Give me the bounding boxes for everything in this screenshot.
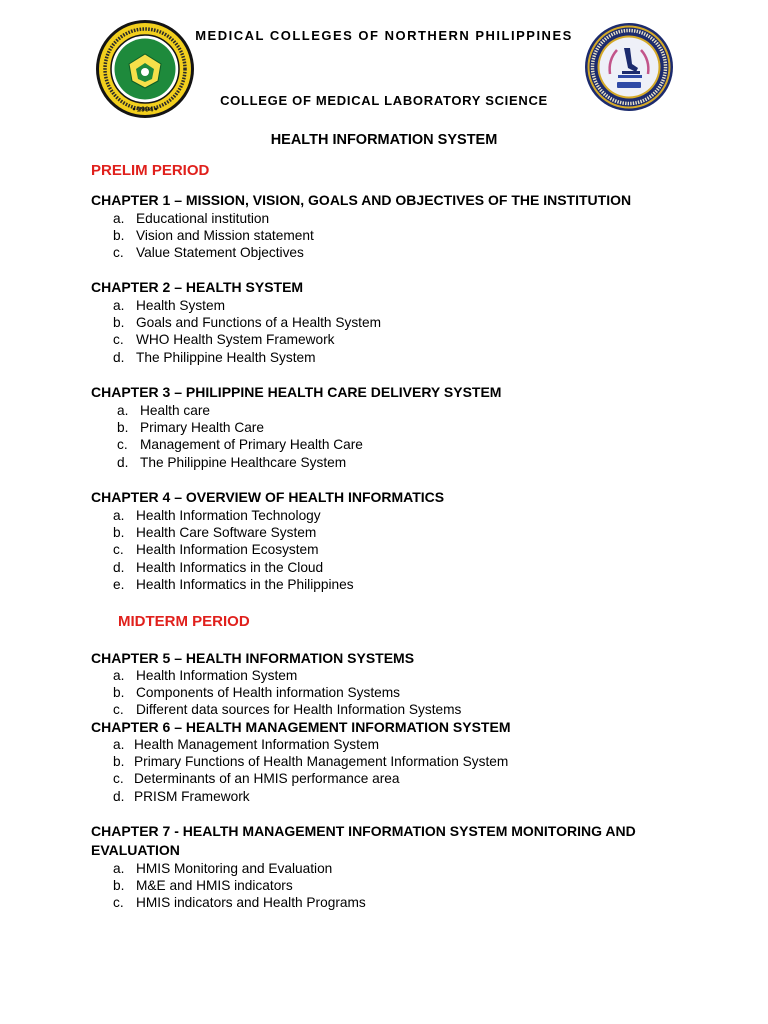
item-marker: a. <box>117 403 129 418</box>
list-item <box>113 753 681 770</box>
item-marker: d. <box>113 788 125 804</box>
item-text: Goals and Functions of a Health System <box>136 315 381 331</box>
list-item <box>117 436 681 453</box>
course-title: HEALTH INFORMATION SYSTEM <box>270 132 498 148</box>
list-item <box>113 297 681 314</box>
item-marker: d. <box>117 454 129 470</box>
topic-list <box>91 736 681 805</box>
item-marker: a. <box>113 298 125 313</box>
topic-list <box>91 667 681 719</box>
item-text: Value Statement Objectives <box>136 245 304 261</box>
topic-list <box>91 297 681 366</box>
list-item <box>113 788 681 805</box>
chapter-1 <box>91 191 681 262</box>
item-marker: c. <box>113 332 124 348</box>
logo-year: 1994 <box>136 104 154 114</box>
item-marker: b. <box>113 878 125 894</box>
item-text: Health Informatics in the Philippines <box>136 576 354 592</box>
list-item <box>113 736 681 753</box>
chapter-4 <box>91 488 681 593</box>
item-marker: e. <box>113 576 125 592</box>
item-text: Health Management Information System <box>134 737 379 752</box>
item-text: WHO Health System Framework <box>136 332 335 348</box>
list-item <box>113 331 681 348</box>
item-text: Components of Health information Systems <box>136 685 400 701</box>
item-marker: a. <box>113 668 125 683</box>
topic-list <box>91 507 681 593</box>
item-marker: c. <box>113 542 124 558</box>
item-text: Educational institution <box>136 211 270 226</box>
list-item <box>113 576 681 593</box>
list-item <box>113 314 681 331</box>
item-marker: b. <box>113 754 125 770</box>
list-item <box>117 419 681 436</box>
item-marker: c. <box>113 895 124 911</box>
item-marker: a. <box>113 508 125 523</box>
college-name: COLLEGE OF MEDICAL LABORATORY SCIENCE <box>220 93 548 108</box>
item-text: Management of Primary Health Care <box>140 437 363 453</box>
item-marker: b. <box>113 315 125 331</box>
item-text: Health Information System <box>136 668 298 683</box>
chapter-7 <box>91 822 681 912</box>
institution-name: MEDICAL COLLEGES OF NORTHERN PHILIPPINES <box>195 28 573 43</box>
list-item <box>113 701 681 718</box>
chapter-title: CHAPTER 2 – HEALTH SYSTEM <box>91 279 304 295</box>
item-marker: c. <box>113 771 124 787</box>
item-text: Health Care Software System <box>136 525 317 541</box>
list-item <box>113 227 681 244</box>
item-marker: b. <box>113 228 125 244</box>
chapter-title: CHAPTER 3 – PHILIPPINE HEALTH CARE DELIVERY SYSTEM <box>91 384 502 400</box>
item-marker: d. <box>113 559 125 575</box>
topic-list <box>91 402 681 471</box>
list-item <box>113 541 681 558</box>
list-item <box>113 667 681 684</box>
item-text: Vision and Mission statement <box>136 228 314 244</box>
list-item <box>113 507 681 524</box>
item-marker: b. <box>117 420 129 436</box>
list-item <box>113 349 681 366</box>
item-marker: b. <box>113 685 125 701</box>
item-text: Primary Health Care <box>140 420 264 436</box>
list-item <box>113 860 681 877</box>
item-text: HMIS indicators and Health Programs <box>136 895 366 911</box>
item-text: Health Information Technology <box>136 508 321 523</box>
item-text: Determinants of an HMIS performance area <box>134 771 400 787</box>
item-text: PRISM Framework <box>134 788 250 804</box>
list-item <box>117 402 681 419</box>
item-text: M&E and HMIS indicators <box>136 878 293 894</box>
list-item <box>113 524 681 541</box>
period-label-midterm: MIDTERM PERIOD <box>118 613 250 630</box>
chapter-title: CHAPTER 1 – MISSION, VISION, GOALS AND OBJECTIVES OF THE INSTITUTION <box>91 192 632 208</box>
item-marker: c. <box>117 437 128 453</box>
item-marker: a. <box>113 211 125 226</box>
item-marker: c. <box>113 245 124 261</box>
item-text: Health care <box>140 403 210 418</box>
chapter-2 <box>91 278 681 366</box>
list-item <box>113 770 681 787</box>
item-marker: d. <box>113 349 125 365</box>
item-text: HMIS Monitoring and Evaluation <box>136 861 333 876</box>
list-item <box>113 244 681 261</box>
period-label-prelim: PRELIM PERIOD <box>91 162 210 179</box>
topic-list <box>91 210 681 262</box>
list-item <box>113 894 681 911</box>
chapter-title: CHAPTER 4 – OVERVIEW OF HEALTH INFORMATICS <box>91 489 445 505</box>
chapter-title: CHAPTER 6 – HEALTH MANAGEMENT INFORMATION SYSTEM <box>91 719 511 735</box>
chapter-5 <box>91 650 681 719</box>
item-text: The Philippine Health System <box>136 349 316 365</box>
chapter-title: CHAPTER 7 - HEALTH MANAGEMENT INFORMATION SYSTEM MONITORING AND EVALUATION <box>91 823 636 858</box>
list-item <box>113 210 681 227</box>
list-item <box>113 559 681 576</box>
chapter-6 <box>91 719 681 805</box>
item-marker: b. <box>113 525 125 541</box>
item-text: Health System <box>136 298 226 313</box>
item-marker: a. <box>113 737 125 752</box>
item-marker: a. <box>113 861 125 876</box>
item-text: Different data sources for Health Information Systems <box>136 702 462 718</box>
list-item <box>113 877 681 894</box>
chapter-3 <box>91 383 681 471</box>
chapter-title: CHAPTER 5 – HEALTH INFORMATION SYSTEMS <box>91 650 415 666</box>
item-text: Health Information Ecosystem <box>136 542 319 558</box>
item-marker: c. <box>113 702 124 718</box>
topic-list <box>91 860 681 912</box>
list-item <box>117 454 681 471</box>
item-text: The Philippine Healthcare System <box>140 454 347 470</box>
list-item <box>113 684 681 701</box>
item-text: Primary Functions of Health Management Information System <box>134 754 509 770</box>
item-text: Health Informatics in the Cloud <box>136 559 324 575</box>
